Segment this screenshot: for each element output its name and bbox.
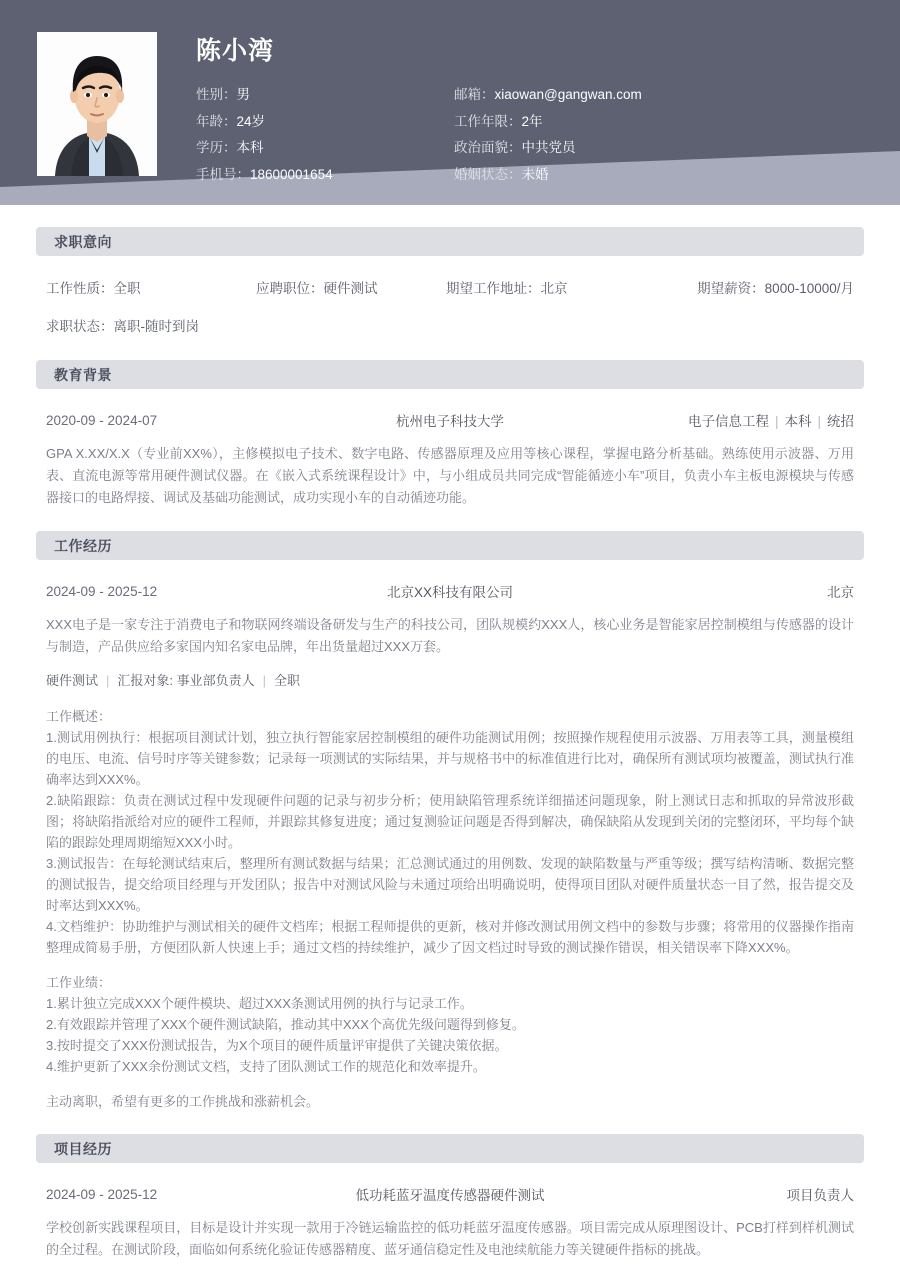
spacer xyxy=(46,1077,854,1091)
header-body xyxy=(196,34,886,188)
info-political-label: 政治面貌： xyxy=(454,140,522,155)
job-nature-value: 全职 xyxy=(113,281,141,296)
info-marital-value: 未婚 xyxy=(521,166,549,182)
info-age xyxy=(196,109,454,136)
spacer xyxy=(46,433,854,443)
section-header-education xyxy=(36,360,864,389)
project-name: 低功耗蓝牙温度传感器硬件测试 xyxy=(355,1188,545,1203)
job-nature xyxy=(46,277,256,297)
avatar xyxy=(37,32,157,176)
education-school: 杭州电子科技大学 xyxy=(396,414,504,429)
section-title-job-intention: 求职意向 xyxy=(54,233,112,250)
spacer xyxy=(0,1112,900,1134)
work-leave-reason: 主动离职，希望有更多的工作挑战和涨薪机会。 xyxy=(46,1094,320,1109)
spacer xyxy=(46,1207,854,1217)
work-overview-title: 工作概述： xyxy=(46,709,112,724)
separator: | xyxy=(106,673,110,688)
info-marital xyxy=(454,162,886,189)
spacer xyxy=(0,338,900,360)
work-overview-item: 3.测试报告：在每轮测试结束后，整理所有测试数据与结果；汇总测试通过的用例数、发现的缺陷数量与严重等级；撰写结构清晰、数据完整的测试报告，提交给项目经理与开发团队；报告中对测试风险与未通过项给出明确说明，使得项目团队对硬件质量状态一目了然，报告提交及时率达到XXX%。 xyxy=(46,856,854,913)
job-salary-value: 8000-10000/月 xyxy=(764,281,854,296)
separator: | xyxy=(774,414,779,429)
job-salary-label: 期望薪资： xyxy=(697,281,765,296)
separator: | xyxy=(262,673,267,688)
spacer xyxy=(0,1163,900,1181)
info-political-value: 中共党员 xyxy=(521,140,576,155)
job-status-label: 求职状态： xyxy=(46,319,114,334)
job-location xyxy=(446,277,676,297)
education-body xyxy=(0,407,900,509)
spacer xyxy=(46,692,854,706)
work-position-line xyxy=(46,670,854,692)
education-meta-row xyxy=(46,407,854,433)
job-nature-label: 工作性质： xyxy=(46,281,114,296)
work-achievement-item: 1.累计独立完成XXX个硬件模块、超过XXX条测试用例的执行与记录工作。 xyxy=(46,996,473,1011)
info-education-value: 本科 xyxy=(236,140,264,155)
work-overview-item: 1.测试用例执行：根据项目测试计划，独立执行智能家居控制模组的硬件功能测试用例；按照操作规程使用示波器、万用表等工具，测量模组的电压、电流、信号时序等关键参数；记录每一项测试的实际结果，并与规格书中的标准值进行比对，确保所有测试项均被覆盖，测试执行准确率达到XXX%。 xyxy=(46,730,854,787)
info-gender xyxy=(196,82,454,109)
work-location: 北京 xyxy=(827,585,854,600)
info-work-years-label: 工作年限： xyxy=(454,113,522,129)
info-phone-value: 18600001654 xyxy=(250,166,333,182)
education-degree: 本科 xyxy=(784,414,812,429)
job-position-label: 应聘职位： xyxy=(256,281,324,296)
work-overview-item: 4.文档维护：协助维护与测试相关的硬件文档库；根据工程师提供的更新，核对并修改测试用例文档中的参数与步骤；将常用的仪器操作指南整理成简易手册，方便团队新人快速上手；通过文档的持续维护，减少了因文档过时导致的测试操作错误，相关错误率下降XXX%。 xyxy=(46,919,854,955)
separator: | xyxy=(817,414,821,429)
info-phone xyxy=(196,162,454,189)
job-salary xyxy=(676,277,854,297)
education-date: 2020-09 - 2024-07 xyxy=(46,412,158,428)
work-body xyxy=(0,578,900,1112)
project-body xyxy=(0,1181,900,1261)
job-intention-row-1 xyxy=(46,274,854,300)
spacer xyxy=(46,300,854,312)
work-achievement-title: 工作业绩： xyxy=(46,975,112,990)
spacer xyxy=(0,205,900,227)
section-header-project xyxy=(36,1134,864,1163)
education-description: GPA X.XX/X.X（专业前XX%），主修模拟电子技术、数字电路、传感器原理及应用等核心课程，掌握电路分析基础。熟练使用示波器、万用表、直流电源等常用硬件测试仪器。在《嵌入式系统课程设计》中，与小组成员共同完成“智能循迹小车”项目，负责小车主板电源模块与传感器接口的电路焊接、调试及基础功能测试，成功实现小车的自动循迹功能。 xyxy=(46,446,854,505)
work-date: 2024-09 - 2025-12 xyxy=(46,583,158,599)
info-work-years xyxy=(454,109,886,136)
resume-header xyxy=(0,0,900,205)
spacer xyxy=(46,658,854,670)
section-title-education: 教育背景 xyxy=(54,366,112,383)
education-major: 电子信息工程 xyxy=(687,414,769,429)
info-political xyxy=(454,135,886,162)
section-title-work: 工作经历 xyxy=(54,537,112,554)
info-email-value: xiaowan@gangwan.com xyxy=(494,87,642,102)
info-age-label: 年龄： xyxy=(196,113,237,129)
spacer xyxy=(0,389,900,407)
work-job-type: 全职 xyxy=(274,673,301,688)
work-position: 硬件测试 xyxy=(46,673,99,688)
job-position-value: 硬件测试 xyxy=(323,281,378,296)
job-intention-body xyxy=(0,274,900,338)
info-gender-label: 性别： xyxy=(196,87,237,102)
spacer xyxy=(0,256,900,274)
section-title-project: 项目经历 xyxy=(54,1140,112,1157)
project-date: 2024-09 - 2025-12 xyxy=(46,1186,158,1202)
education-admission: 统招 xyxy=(827,414,854,429)
spacer xyxy=(46,958,854,972)
job-position xyxy=(256,277,446,297)
job-status xyxy=(46,315,199,335)
info-email xyxy=(454,82,886,109)
portrait-photo-icon xyxy=(37,32,157,176)
page-title: 陈小湾 xyxy=(196,37,275,65)
section-header-job-intention xyxy=(36,227,864,256)
section-header-work xyxy=(36,531,864,560)
info-gender-value: 男 xyxy=(236,87,250,102)
work-company-intro: XXX电子是一家专注于消费电子和物联网终端设备研发与生产的科技公司，团队规模约XXX人，核心业务是智能家居控制模组与传感器的设计与制造，产品供应给多家国内知名家电品牌，年出货量超过XXX万套。 xyxy=(46,617,854,654)
info-work-years-value: 2年 xyxy=(521,113,543,129)
info-marital-label: 婚姻状态： xyxy=(454,166,522,182)
work-achievement-item: 4.维护更新了XXX余份测试文档，支持了团队测试工作的规范化和效率提升。 xyxy=(46,1059,486,1074)
spacer xyxy=(0,560,900,578)
info-education-label: 学历： xyxy=(196,140,237,155)
project-role: 项目负责人 xyxy=(786,1188,854,1203)
project-meta-row xyxy=(46,1181,854,1207)
job-status-value: 离职-随时到岗 xyxy=(113,319,199,334)
job-location-value: 北京 xyxy=(540,281,568,296)
work-company: 北京XX科技有限公司 xyxy=(386,585,513,600)
spacer xyxy=(46,604,854,614)
work-meta-row xyxy=(46,578,854,604)
info-education xyxy=(196,135,454,162)
personal-info-grid xyxy=(196,82,886,188)
work-achievement-item: 3.按时提交了XXX份测试报告，为X个项目的硬件质量评审提供了关键决策依据。 xyxy=(46,1038,508,1053)
work-achievement-item: 2.有效跟踪并管理了XXX个硬件测试缺陷，推动其中XXX个高优先级问题得到修复。 xyxy=(46,1017,525,1032)
work-report-to: 汇报对象: 事业部负责人 xyxy=(117,673,255,688)
work-overview-item: 2.缺陷跟踪：负责在测试过程中发现硬件问题的记录与初步分析；使用缺陷管理系统详细描述问题现象，附上测试日志和抓取的异常波形截图；将缺陷指派给对应的硬件工程师，并跟踪其修复进度；通过复测验证问题是否得到解决，确保缺陷从发现到关闭的完整闭环，平均每个缺陷的跟踪处理周期缩短XXX小时。 xyxy=(46,793,854,850)
info-phone-label: 手机号： xyxy=(196,166,250,182)
project-description: 学校创新实践课程项目，目标是设计并实现一款用于冷链运输监控的低功耗蓝牙温度传感器。项目需完成从原理图设计、PCB打样到样机测试的全过程。在测试阶段，面临如何系统化验证传感器精度、蓝牙通信稳定性及电池续航能力等关键硬件指标的挑战。 xyxy=(46,1220,854,1257)
spacer xyxy=(0,509,900,531)
job-location-label: 期望工作地址： xyxy=(446,281,541,296)
info-email-label: 邮箱： xyxy=(454,87,495,102)
job-intention-row-2 xyxy=(46,312,854,338)
education-degree-info xyxy=(554,410,854,430)
info-age-value: 24岁 xyxy=(236,113,266,129)
